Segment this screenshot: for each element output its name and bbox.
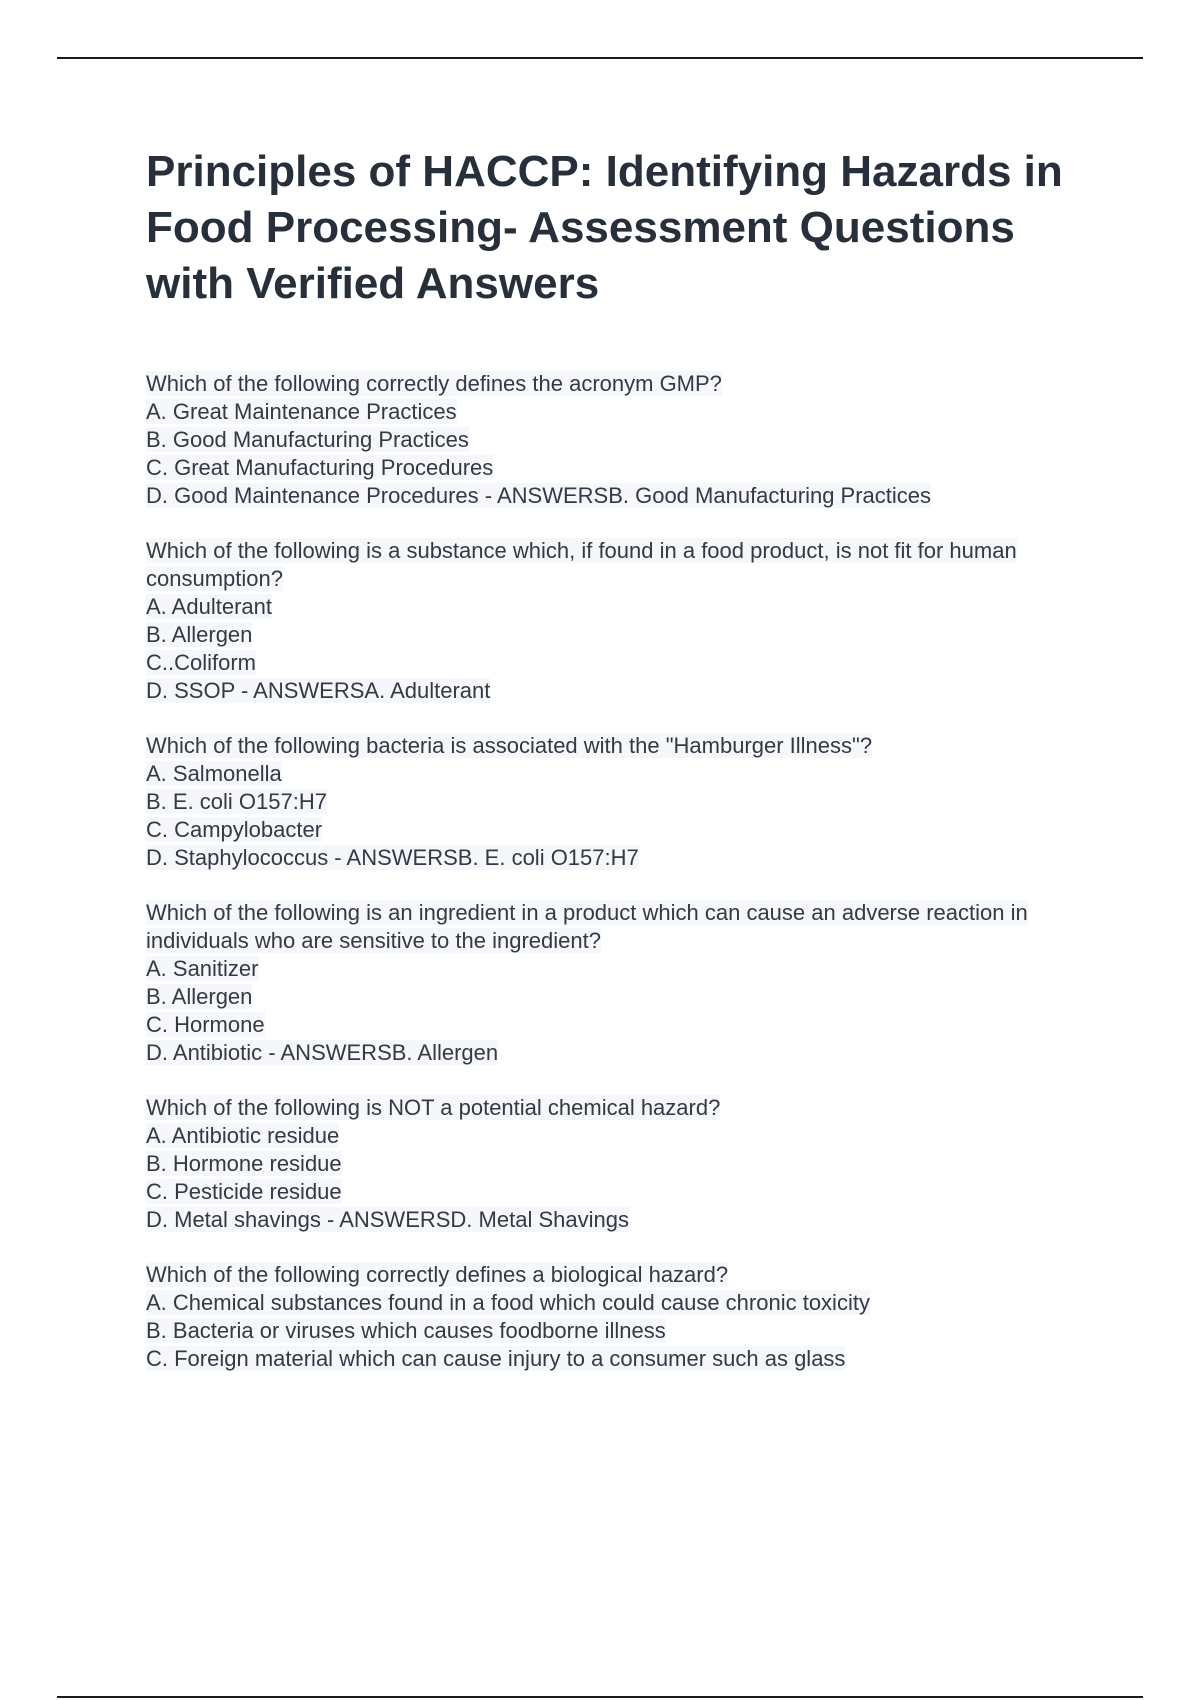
question-block	[146, 732, 1066, 872]
question-text: Which of the following is an ingredient in a product which can cause an adverse reaction in individuals who are sensitive to the ingredient?	[146, 900, 1028, 953]
answer-option: D. Antibiotic - ANSWERSB. Allergen	[146, 1040, 499, 1065]
question-block	[146, 1261, 1066, 1373]
question-text: Which of the following correctly defines the acronym GMP?	[146, 371, 722, 396]
question-text: Which of the following bacteria is associated with the "Hamburger Illness"?	[146, 733, 873, 758]
answer-option: B. Allergen	[146, 984, 253, 1009]
answer-option: A. Antibiotic residue	[146, 1123, 340, 1148]
answer-option: B. E. coli O157:H7	[146, 789, 327, 814]
bottom-rule	[57, 1696, 1143, 1698]
question-text: Which of the following is a substance which, if found in a food product, is not fit for human consumption?	[146, 538, 1017, 591]
answer-option: C. Hormone	[146, 1012, 265, 1037]
question-list	[146, 370, 1066, 1373]
answer-option: A. Sanitizer	[146, 956, 259, 981]
question-block	[146, 1094, 1066, 1234]
answer-option: D. Good Maintenance Procedures - ANSWERSB. Good Manufacturing Practices	[146, 483, 932, 508]
answer-option: A. Chemical substances found in a food which could cause chronic toxicity	[146, 1290, 870, 1315]
question-block	[146, 370, 1066, 510]
document-title: Principles of HACCP: Identifying Hazards in Food Processing- Assessment Questions with Verified Answers	[146, 147, 1063, 308]
answer-option: D. Metal shavings - ANSWERSD. Metal Shavings	[146, 1207, 629, 1232]
answer-option: B. Good Manufacturing Practices	[146, 427, 469, 452]
answer-option: C..Coliform	[146, 650, 257, 675]
question-text: Which of the following correctly defines a biological hazard?	[146, 1262, 729, 1287]
answer-option: C. Great Manufacturing Procedures	[146, 455, 494, 480]
question-block	[146, 899, 1066, 1067]
answer-option: C. Foreign material which can cause injury to a consumer such as glass	[146, 1346, 846, 1371]
answer-option: B. Hormone residue	[146, 1151, 342, 1176]
answer-option: C. Pesticide residue	[146, 1179, 342, 1204]
answer-option: D. Staphylococcus - ANSWERSB. E. coli O157:H7	[146, 845, 639, 870]
answer-option: A. Salmonella	[146, 761, 282, 786]
document-body	[146, 144, 1066, 1400]
answer-option: A. Adulterant	[146, 594, 272, 619]
answer-option: B. Bacteria or viruses which causes foodborne illness	[146, 1318, 666, 1343]
answer-option: B. Allergen	[146, 622, 253, 647]
question-text: Which of the following is NOT a potential chemical hazard?	[146, 1095, 721, 1120]
answer-option: C. Campylobacter	[146, 817, 323, 842]
top-rule	[57, 57, 1143, 59]
answer-option: D. SSOP - ANSWERSA. Adulterant	[146, 678, 491, 703]
answer-option: A. Great Maintenance Practices	[146, 399, 457, 424]
question-block	[146, 537, 1066, 705]
